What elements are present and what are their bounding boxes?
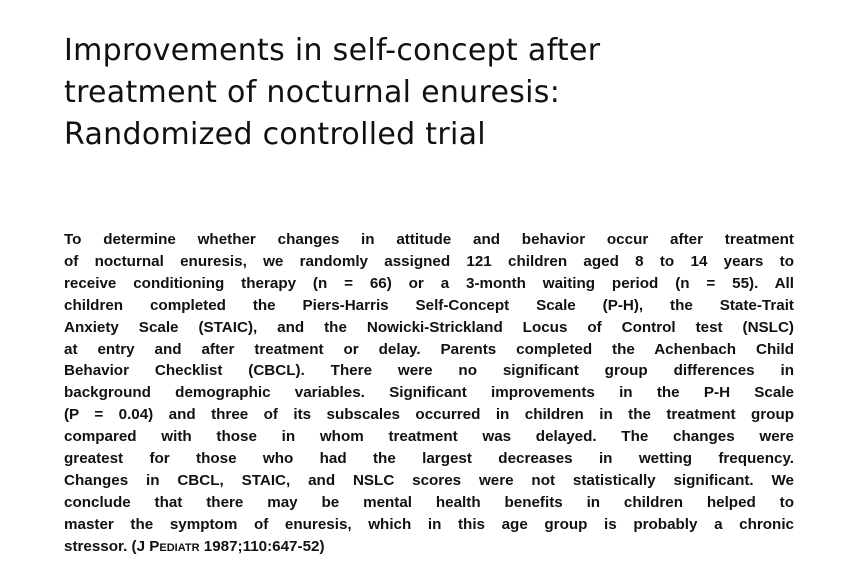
abstract-line: To determine whether changes in attitude and behavior occur after treatment [64,231,794,248]
abstract-line: Changes in CBCL, STAIC, and NSLC scores were not statistically significant. We [64,471,794,489]
title-line: Improvements in self-concept after [64,33,601,68]
abstract-line: Anxiety Scale (STAIC), and the Nowicki-Strickland Locus of Control test (NSLC) [64,318,794,336]
abstract-line: background demographic variables. Significant improvements in the P-H Scale [64,384,794,402]
abstract [64,229,794,558]
abstract-last-line [64,536,794,558]
abstract-line: of nocturnal enuresis, we randomly assigned 121 children aged 8 to 14 years to [64,252,794,270]
citation-details: 1987;110:647-52) [199,537,325,555]
abstract-line: at entry and after treatment or delay. Parents completed the Achenbach Child [64,340,794,358]
article-title [64,30,764,156]
title-line: Randomized controlled trial [64,117,486,152]
abstract-line: (P = 0.04) and three of its subscales occurred in children in the treatment group [64,406,794,424]
abstract-line: master the symptom of enuresis, which in this age group is probably a chronic [64,515,794,533]
abstract-line: compared with those in whom treatment was delayed. The changes were [64,428,794,446]
citation-journal: J Pediatr [136,537,200,555]
abstract-line: children completed the Piers-Harris Self-Concept Scale (P-H), the State-Trait [64,296,794,314]
abstract-line: conclude that there may be mental health benefits in children helped to [64,493,794,511]
abstract-line: Behavior Checklist (CBCL). There were no significant group differences in [64,362,794,380]
abstract-line: greatest for those who had the largest decreases in wetting frequency. [64,450,794,468]
title-line: treatment of nocturnal enuresis: [64,75,561,110]
abstract-line: receive conditioning therapy (n = 66) or a 3-month waiting period (n = 55). All [64,274,794,292]
abstract-last-line-prefix: stressor. ( [64,537,137,555]
